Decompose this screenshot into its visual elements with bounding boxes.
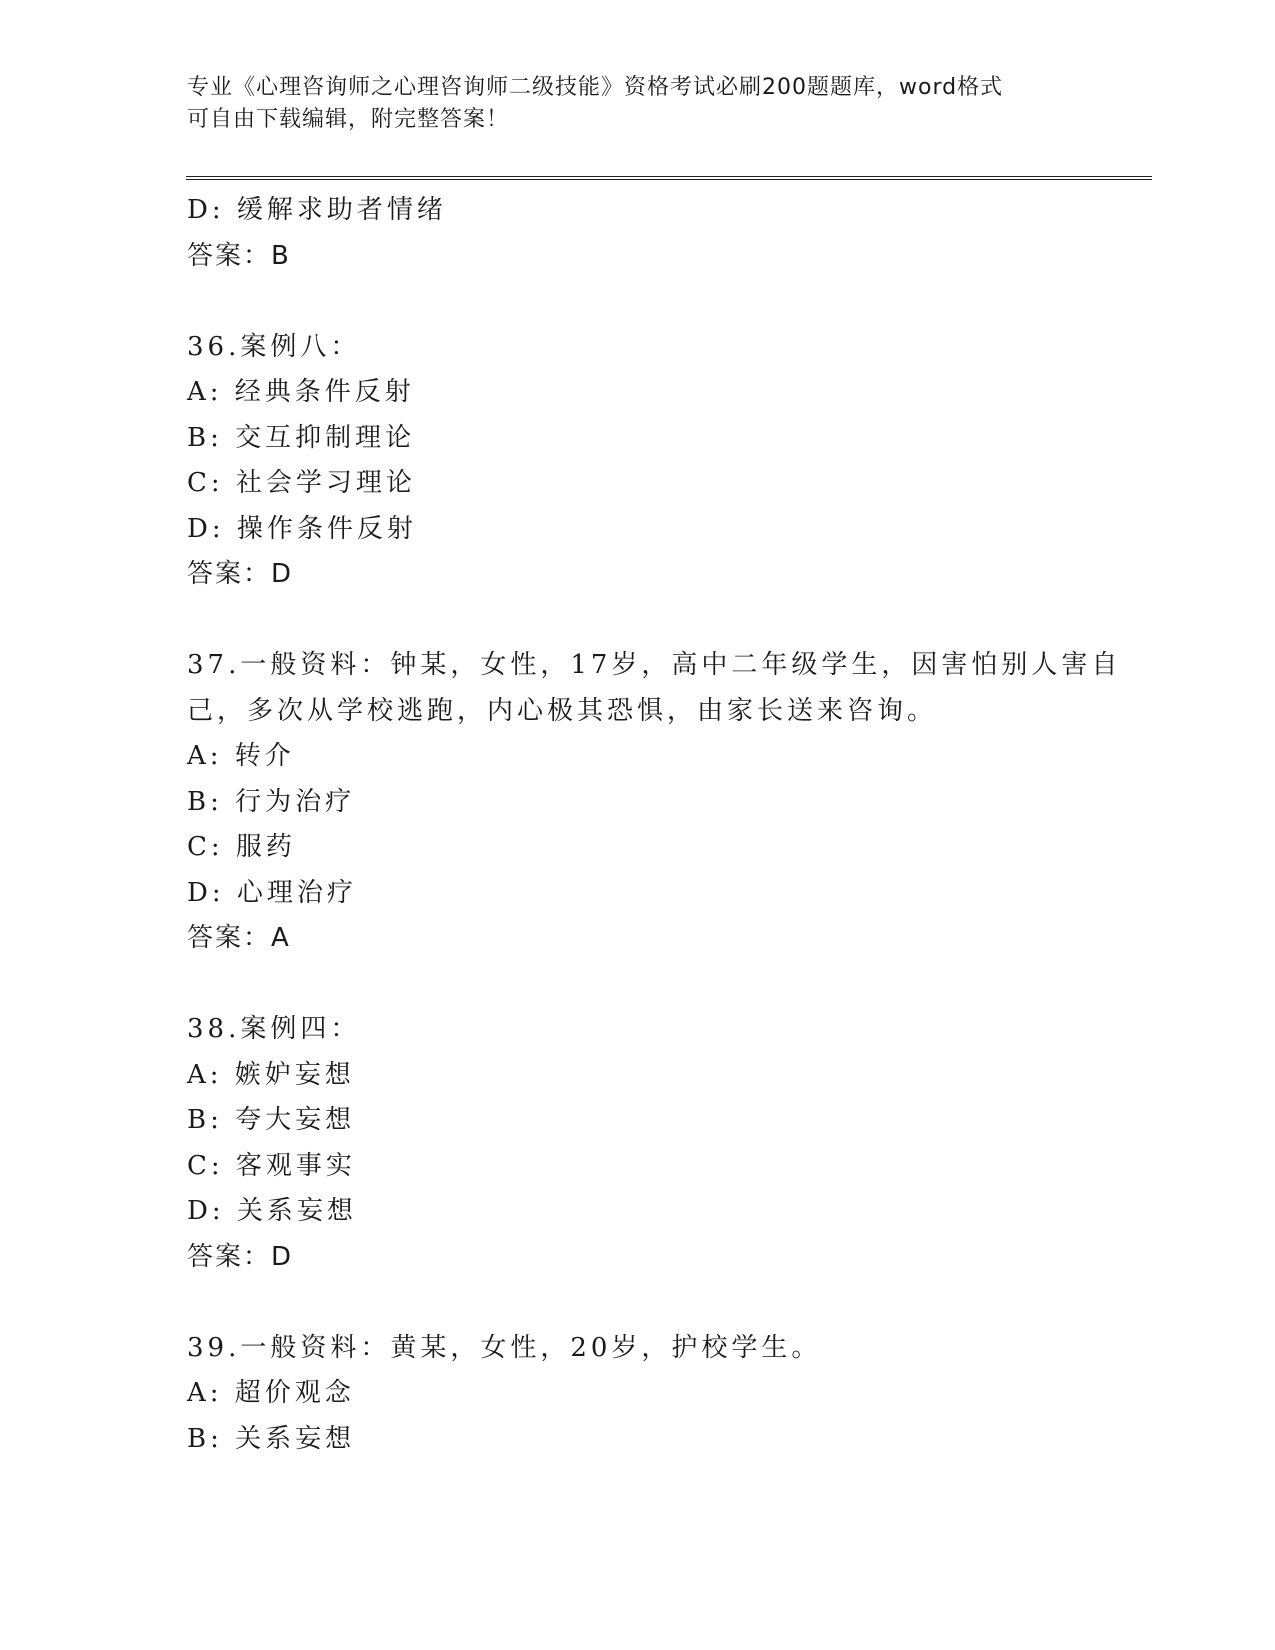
header-line-2: 可自由下载编辑，附完整答案！ [187,107,510,132]
question-38-option-b: B: 夸大妄想 [187,1105,356,1135]
option-d: D: 缓解求助者情绪 [187,195,447,225]
question-37-option-d: D: 心理治疗 [187,877,357,908]
document-header [187,72,1077,136]
question-39-option-a: A: 超价观念 [187,1378,355,1408]
spacer [187,279,1087,325]
question-36-option-a: A: 经典条件反射 [187,377,415,407]
question-39-stem: 39.一般资料：黄某，女性，20岁，护校学生。 [187,1332,822,1363]
spacer [187,962,1087,1008]
spacer [187,1280,1087,1326]
question-36-stem: 36.案例八： [187,331,361,362]
question-38-option-d: D: 关系妄想 [187,1196,357,1226]
question-37-option-a: A: 转介 [187,741,295,771]
question-37-stem-line-1: 37.一般资料：钟某，女性，17岁，高中二年级学生，因害怕别人害自 [187,650,1122,680]
question-36-option-d: D: 操作条件反射 [187,513,417,544]
question-list [187,188,1122,1462]
spacer [187,598,1087,644]
question-36-answer: 答案：D [187,559,294,589]
question-37-stem-line-2: 己，多次从学校逃跑，内心极其恐惧，由家长送来咨询。 [187,695,938,726]
question-36-option-b: B: 交互抑制理论 [187,422,416,453]
answer: 答案：B [187,240,291,271]
question-38-answer: 答案：D [187,1241,294,1272]
question-38-option-c: C: 客观事实 [187,1150,356,1181]
question-37-option-c: C: 服药 [187,832,296,862]
header-line-1: 专业《心理咨询师之心理咨询师二级技能》资格考试必刷200题题库，word格式 [187,75,1004,100]
header-divider [186,176,1152,180]
question-38-option-a: A: 嫉妒妄想 [187,1059,355,1090]
question-39-option-b: B: 关系妄想 [187,1423,356,1454]
question-37-option-b: B: 行为治疗 [187,786,356,817]
question-38-stem: 38.案例四： [187,1014,361,1044]
question-36-option-c: C: 社会学习理论 [187,468,416,498]
question-37-answer: 答案：A [187,923,291,953]
